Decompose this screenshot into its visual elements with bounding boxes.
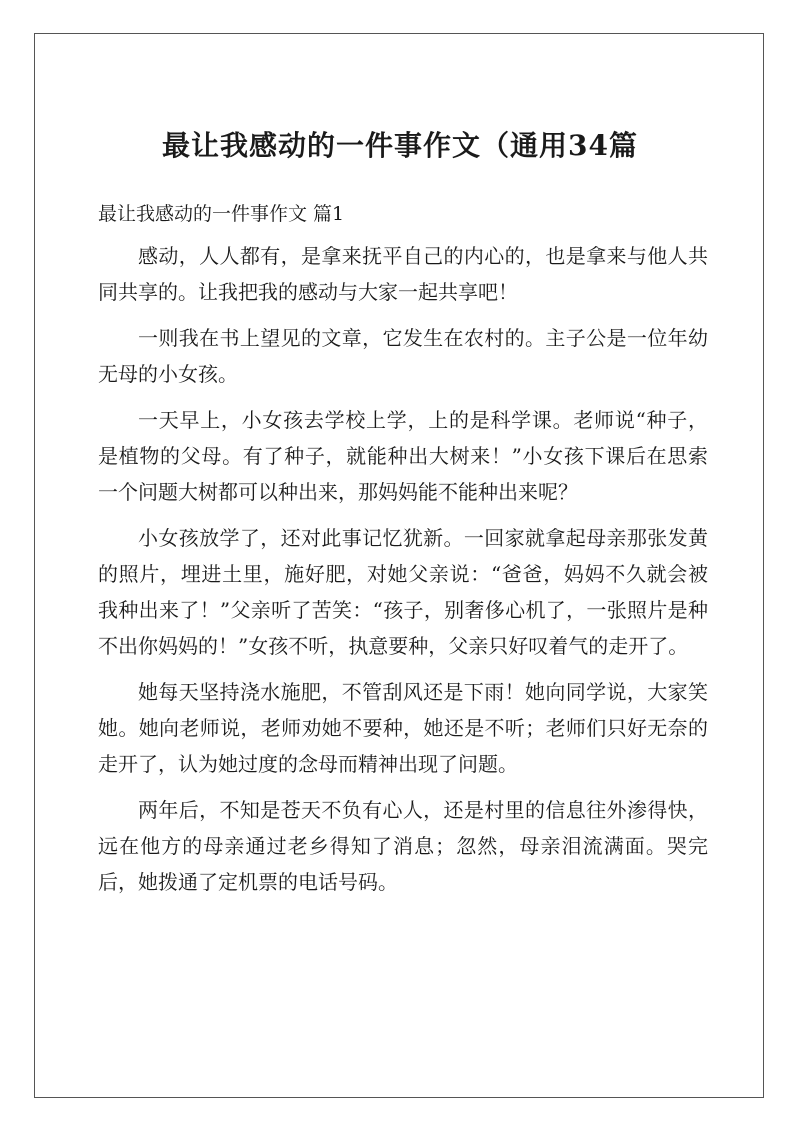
paragraph-4: 小女孩放学了，还对此事记忆犹新。一回家就拿起母亲那张发黄的照片，埋进土里，施好肥，对她父亲说：“爸爸，妈妈不久就会被我种出来了！”父亲听了苦笑：“孩子，别奢侈心机了，一张照片是种不出你妈妈的！”女孩不听，执意要种，父亲只好叹着气的走开了。 xyxy=(98,526,708,658)
paragraph-3: 一天早上，小女孩去学校上学，上的是科学课。老师说“种子，是植物的父母。有了种子，就能种出大树来！”小女孩下课后在思索一个问题大树都可以种出来，那妈妈能不能种出来呢？ xyxy=(98,408,708,504)
paragraph-6: 两年后，不知是苍天不负有心人，还是村里的信息往外渗得快，远在他方的母亲通过老乡得知了消息；忽然，母亲泪流满面。哭完后，她拨通了定机票的电话号码。 xyxy=(98,798,708,894)
document-title: 最让我感动的一件事作文（通用34篇 xyxy=(162,129,638,162)
paragraph-1: 感动，人人都有，是拿来抚平自己的内心的，也是拿来与他人共同共享的。让我把我的感动与大家一起共享吧！ xyxy=(98,244,708,304)
paragraph-2: 一则我在书上望见的文章，它发生在农村的。主子公是一位年幼无母的小女孩。 xyxy=(98,326,708,386)
section-heading: 最让我感动的一件事作文 篇1 xyxy=(98,203,345,225)
paragraph-5: 她每天坚持浇水施肥，不管刮风还是下雨！她向同学说，大家笑她。她向老师说，老师劝她不要种，她还是不听；老师们只好无奈的走开了，认为她过度的念母而精神出现了问题。 xyxy=(98,680,708,776)
article-body xyxy=(98,238,708,910)
